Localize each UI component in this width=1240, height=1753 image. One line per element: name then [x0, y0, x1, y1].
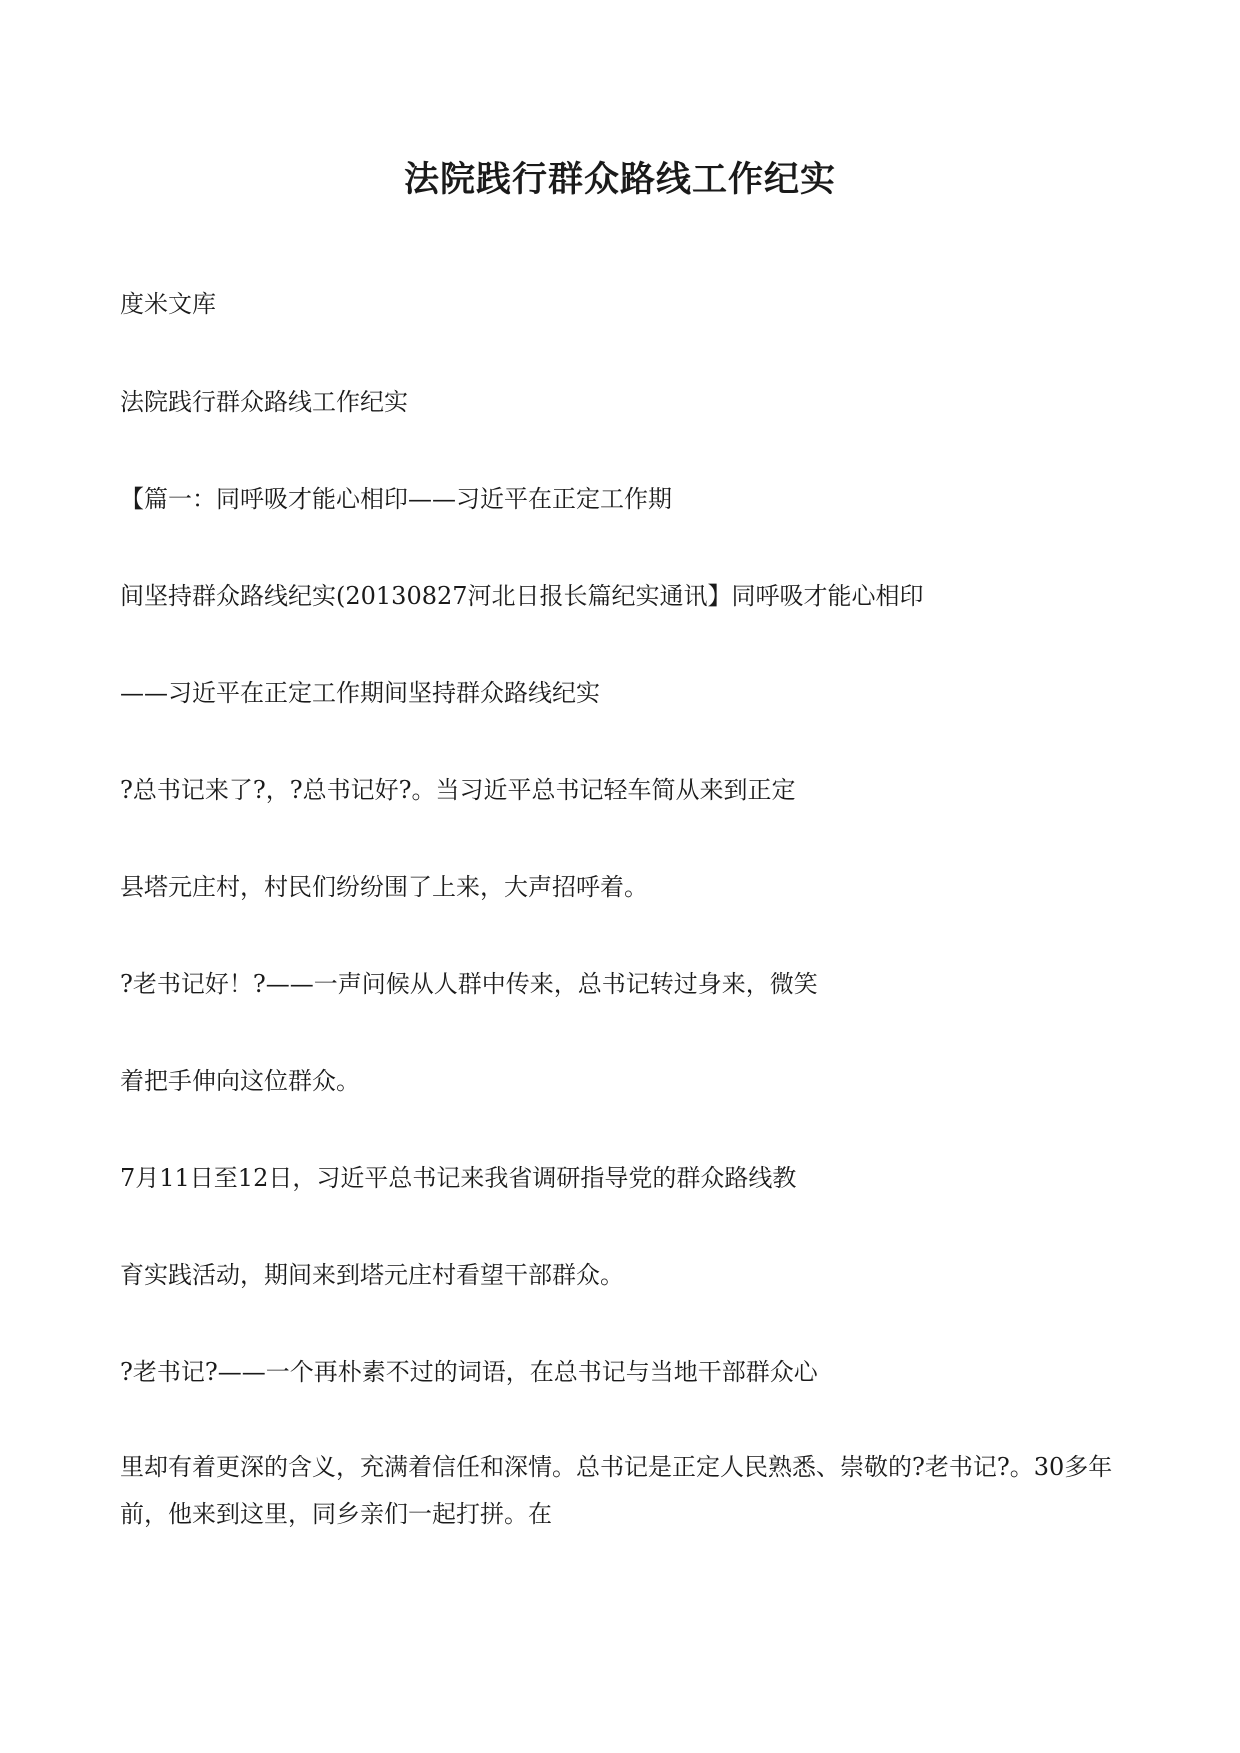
paragraph-line: 育实践活动，期间来到塔元庄村看望干部群众。 [120, 1261, 624, 1289]
paragraph-line: 【篇一：同呼吸才能心相印——习近平在正定工作期 [120, 485, 672, 513]
paragraph-line: 县塔元庄村，村民们纷纷围了上来，大声招呼着。 [120, 873, 648, 901]
paragraph-line: ?老书记?——一个再朴素不过的词语，在总书记与当地干部群众心 [120, 1358, 818, 1386]
source-label: 度米文库 [120, 290, 216, 318]
paragraph-line: ?总书记来了?，?总书记好?。当习近平总书记轻车简从来到正定 [120, 776, 796, 804]
paragraph-line: 着把手伸向这位群众。 [120, 1067, 360, 1095]
paragraph-line: 间坚持群众路线纪实(20130827河北日报长篇纪实通讯】同呼吸才能心相印 [120, 582, 924, 610]
document-title: 法院践行群众路线工作纪实 [403, 159, 836, 200]
paragraph-line: 里却有着更深的含义，充满着信任和深情。总书记是正定人民熟悉、崇敬的?老书记?。30多年前，他来到这里，同乡亲们一起打拼。在 [120, 1453, 1113, 1528]
paragraph-line: ?老书记好！?——一声问候从人群中传来，总书记转过身来，微笑 [120, 970, 818, 998]
paragraph-line: ——习近平在正定工作期间坚持群众路线纪实 [120, 679, 600, 707]
paragraph-line: 7月11日至12日，习近平总书记来我省调研指导党的群众路线教 [120, 1164, 797, 1192]
document-subtitle: 法院践行群众路线工作纪实 [120, 388, 408, 416]
